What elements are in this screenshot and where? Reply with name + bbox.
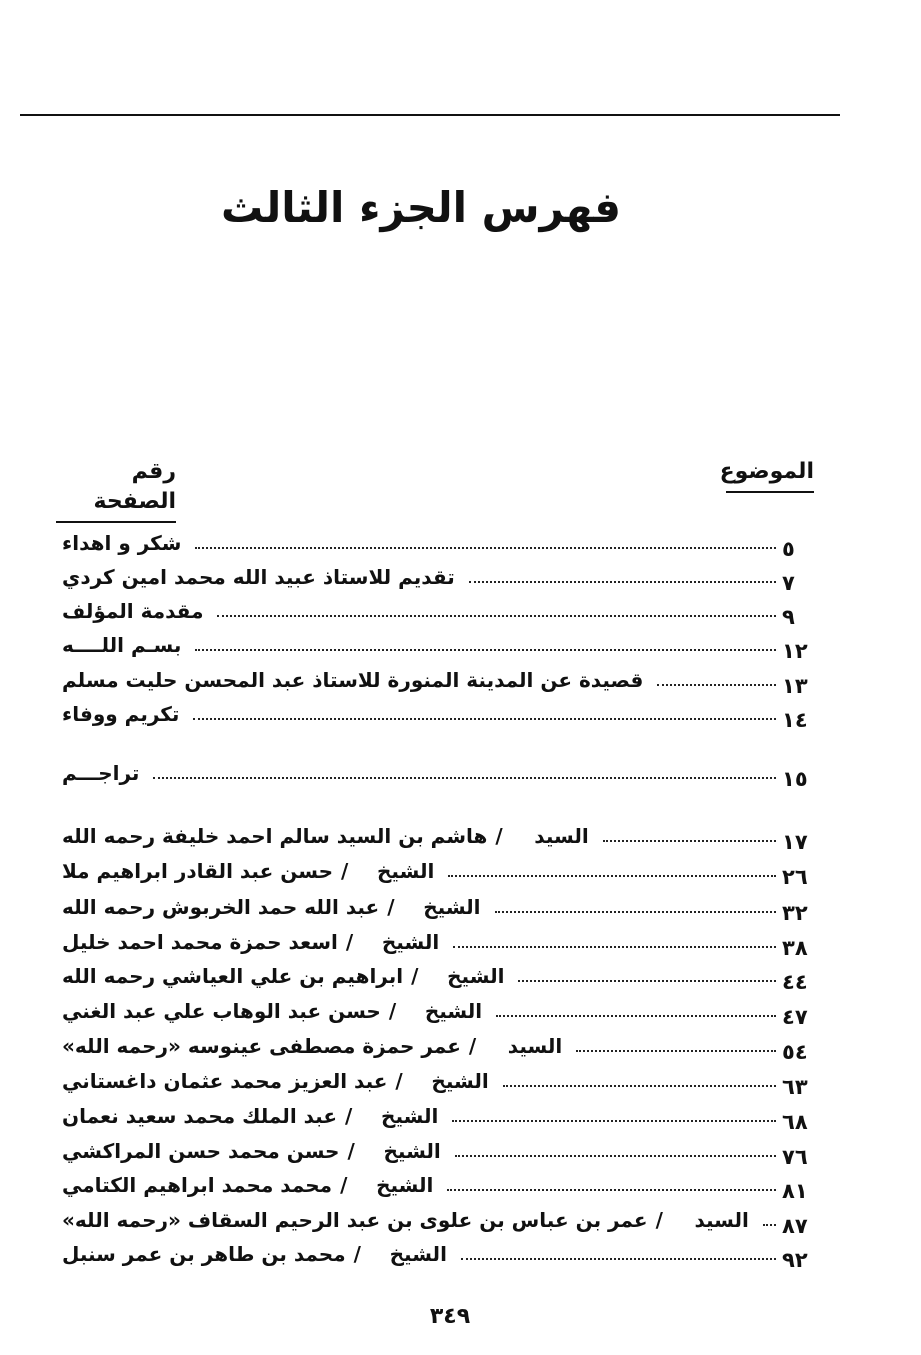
biography-name: هاشم بن السيد سالم احمد خليفة رحمه الله bbox=[62, 824, 488, 848]
biography-name: ابراهيم بن علي العياشي رحمه الله bbox=[62, 964, 404, 988]
honorific: الشيخ bbox=[424, 999, 483, 1023]
dot-leader bbox=[469, 581, 776, 583]
biography-name: حسن عبد القادر ابراهيم ملا bbox=[62, 859, 333, 883]
separator: / bbox=[345, 1104, 353, 1128]
separator: / bbox=[395, 1069, 403, 1093]
toc-entry-page: ١٢ bbox=[782, 639, 808, 663]
biography-text bbox=[56, 963, 504, 989]
separator: / bbox=[353, 1242, 361, 1266]
biography-name: عبد الملك محمد سعيد نعمان bbox=[62, 1104, 338, 1128]
biography-entry bbox=[56, 921, 826, 960]
honorific: السيد bbox=[694, 1208, 749, 1232]
honorific: الشيخ bbox=[383, 1139, 441, 1163]
biography-page: ٥٤ bbox=[782, 1040, 808, 1064]
dot-leader bbox=[576, 1050, 776, 1052]
toc-entry-page: ١٣ bbox=[782, 674, 808, 698]
biography-text bbox=[56, 929, 439, 955]
separator: / bbox=[345, 930, 354, 954]
biography-text bbox=[56, 823, 589, 849]
biography-name: حسن عبد الوهاب علي عبد الغني bbox=[62, 999, 381, 1023]
honorific: الشيخ bbox=[447, 964, 505, 988]
dot-leader bbox=[763, 1224, 776, 1226]
separator: / bbox=[387, 895, 395, 919]
biography-page: ٨٧ bbox=[782, 1214, 808, 1238]
separator: / bbox=[388, 999, 397, 1023]
biography-page: ١٧ bbox=[782, 830, 808, 854]
honorific: السيد bbox=[534, 824, 589, 848]
biography-page: ٩٢ bbox=[782, 1248, 808, 1272]
honorific: الشيخ bbox=[381, 1104, 439, 1128]
toc-entry bbox=[56, 556, 826, 595]
toc-entry-title: تقديم للاستاذ عبيد الله محمد امين كردي bbox=[62, 565, 455, 589]
toc-entry bbox=[56, 659, 826, 698]
biography-entry bbox=[56, 1095, 826, 1134]
biography-page: ٧٦ bbox=[782, 1145, 808, 1169]
toc-entry-page: ١٤ bbox=[782, 708, 808, 732]
toc-section-entry bbox=[56, 752, 826, 791]
biography-text bbox=[56, 1103, 438, 1129]
biography-entry bbox=[56, 1164, 826, 1203]
biography-name: محمد محمد ابراهيم الكتامي bbox=[62, 1173, 333, 1197]
toc-entry-page: ٩ bbox=[782, 605, 795, 629]
toc-entry bbox=[56, 522, 826, 561]
biography-text bbox=[56, 998, 482, 1024]
biography-name: عمر بن عباس بن علوى بن عبد الرحيم السقاف «رحمه الله» bbox=[62, 1208, 648, 1232]
separator: / bbox=[411, 964, 419, 988]
biography-text bbox=[56, 1068, 489, 1094]
biography-name: عبد العزيز محمد عثمان داغستاني bbox=[62, 1069, 388, 1093]
biography-entry bbox=[56, 1199, 826, 1238]
biography-page: ٤٧ bbox=[782, 1005, 808, 1029]
honorific: السيد bbox=[507, 1034, 563, 1058]
dot-leader bbox=[452, 1120, 776, 1122]
separator: / bbox=[495, 824, 503, 848]
toc-section-title: تراجـــم bbox=[62, 761, 140, 785]
toc-entry-title: بسـم اللــــه bbox=[62, 633, 182, 657]
dot-leader bbox=[153, 777, 776, 779]
biography-entry bbox=[56, 955, 826, 994]
biography-text bbox=[56, 1207, 749, 1233]
dot-leader bbox=[496, 1015, 776, 1017]
dot-leader bbox=[518, 980, 776, 982]
biography-entry bbox=[56, 815, 826, 854]
biography-name: حسن محمد حسن المراكشي bbox=[62, 1139, 340, 1163]
page-number-column-header: رقم الصفحة bbox=[56, 457, 176, 523]
honorific: الشيخ bbox=[431, 1069, 489, 1093]
biography-text bbox=[56, 858, 434, 884]
dot-leader bbox=[495, 911, 776, 913]
toc-entry-page: ٥ bbox=[782, 537, 795, 561]
dot-leader bbox=[503, 1085, 776, 1087]
biography-name: اسعد حمزة محمد احمد خليل bbox=[62, 930, 338, 954]
toc-entry-title: تكريم ووفاء bbox=[62, 702, 180, 726]
honorific: الشيخ bbox=[381, 930, 440, 954]
biography-page: ٦٨ bbox=[782, 1110, 808, 1134]
dot-leader bbox=[603, 840, 776, 842]
honorific: الشيخ bbox=[376, 1173, 434, 1197]
biography-page: ٢٦ bbox=[782, 865, 808, 889]
biography-text bbox=[56, 1241, 447, 1267]
toc-entry bbox=[56, 590, 826, 629]
dot-leader bbox=[447, 1189, 776, 1191]
biography-entry bbox=[56, 886, 826, 925]
dot-leader bbox=[193, 718, 776, 720]
toc-section-page: ١٥ bbox=[782, 767, 808, 791]
dot-leader bbox=[217, 615, 776, 617]
dot-leader bbox=[195, 649, 776, 651]
separator: / bbox=[347, 1139, 355, 1163]
biography-text bbox=[56, 894, 481, 920]
biography-page: ٣٨ bbox=[782, 936, 808, 960]
page-number: ٣٤٩ bbox=[429, 1304, 471, 1329]
page-title: فهرس الجزء الثالث bbox=[221, 183, 621, 232]
biography-page: ٦٣ bbox=[782, 1075, 808, 1099]
dot-leader bbox=[448, 875, 776, 877]
toc-entry-title: قصيدة عن المدينة المنورة للاستاذ عبد المحسن حليت مسلم bbox=[62, 668, 644, 692]
dot-leader bbox=[455, 1155, 776, 1157]
biography-text bbox=[56, 1138, 441, 1164]
separator: / bbox=[340, 1173, 348, 1197]
dot-leader bbox=[461, 1258, 776, 1260]
biography-entry bbox=[56, 990, 826, 1029]
toc-entry-page: ٧ bbox=[782, 571, 795, 595]
biography-text bbox=[56, 1033, 562, 1059]
biography-entry bbox=[56, 1130, 826, 1169]
biography-entry bbox=[56, 1233, 826, 1272]
biography-entry bbox=[56, 1025, 826, 1064]
biography-page: ٣٢ bbox=[782, 901, 808, 925]
biography-name: عمر حمزة مصطفى عينوسه «رحمه الله» bbox=[62, 1034, 461, 1058]
top-rule bbox=[20, 114, 840, 116]
biography-name: محمد بن طاهر بن عمر سنبل bbox=[62, 1242, 346, 1266]
biography-page: ٤٤ bbox=[782, 970, 808, 994]
separator: / bbox=[468, 1034, 477, 1058]
dot-leader bbox=[657, 684, 776, 686]
toc-entry bbox=[56, 693, 826, 732]
honorific: الشيخ bbox=[377, 859, 435, 883]
honorific: الشيخ bbox=[423, 895, 481, 919]
separator: / bbox=[655, 1208, 663, 1232]
biography-entry bbox=[56, 850, 826, 889]
dot-leader bbox=[453, 946, 776, 948]
separator: / bbox=[341, 859, 349, 883]
honorific: الشيخ bbox=[389, 1242, 447, 1266]
toc-entry-title: مقدمة المؤلف bbox=[62, 599, 204, 623]
biography-text bbox=[56, 1172, 433, 1198]
topic-column-header: الموضوع bbox=[726, 457, 814, 493]
dot-leader bbox=[195, 547, 776, 549]
biography-name: عبد الله حمد الخربوش رحمه الله bbox=[62, 895, 380, 919]
biography-entry bbox=[56, 1060, 826, 1099]
biography-page: ٨١ bbox=[782, 1179, 808, 1203]
toc-entry bbox=[56, 624, 826, 663]
toc-entry-title: شكر و اهداء bbox=[62, 531, 182, 555]
